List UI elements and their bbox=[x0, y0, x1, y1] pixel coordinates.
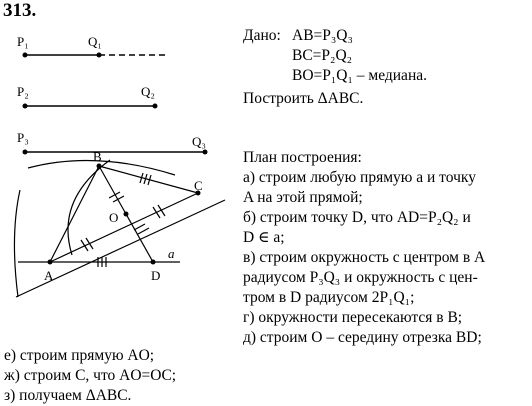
arc-left bbox=[14, 190, 20, 297]
given-task: Построить ΔABC. bbox=[243, 90, 364, 107]
segment-p3q3 bbox=[17, 130, 208, 155]
plan-step-5: в) строим окружность с центром в A bbox=[243, 249, 486, 266]
label-p3: P₃ bbox=[17, 130, 29, 145]
label-a: A bbox=[44, 268, 54, 283]
label-b: B bbox=[93, 149, 102, 164]
construction-points bbox=[44, 149, 203, 283]
label-q1: Q₁ bbox=[88, 34, 102, 49]
given-line-1: AB=P₃Q₃ bbox=[292, 27, 353, 44]
side-ac bbox=[50, 193, 198, 262]
segment-p1q1 bbox=[17, 34, 168, 58]
side-bc bbox=[99, 166, 198, 193]
label-q2: Q₂ bbox=[141, 84, 155, 99]
given-lead: Дано: bbox=[243, 27, 281, 44]
plan-step-8: г) окружности пересекаются в B; bbox=[243, 309, 463, 326]
label-q3: Q₃ bbox=[192, 134, 206, 149]
label-c: C bbox=[194, 178, 203, 193]
plan-step-2: A на этой прямой; bbox=[243, 189, 363, 206]
plan-step-6: радиусом P₃Q₃ и окружность с цен- bbox=[243, 269, 478, 286]
label-p2: P₂ bbox=[17, 84, 29, 99]
given-line-2: BC=P₂Q₂ bbox=[292, 47, 353, 64]
plan-step-3: б) строим точку D, что AD=P₂Q₂ и bbox=[243, 209, 471, 226]
label-d: D bbox=[151, 268, 161, 283]
given-line-3: BO=P₁Q₁ – медиана. bbox=[292, 67, 427, 84]
plan-step-1: а) строим любую прямую a и точку bbox=[243, 169, 476, 186]
plan-step-z: з) получаем ΔABC. bbox=[4, 387, 132, 404]
label-o: O bbox=[109, 210, 119, 225]
plan-heading: План построения: bbox=[243, 149, 362, 166]
label-p1: P₁ bbox=[17, 34, 29, 49]
plan-step-9: д) строим O – середину отрезка BD; bbox=[243, 329, 482, 346]
plan-step-zh: ж) строим C, что AO=OC; bbox=[4, 367, 177, 384]
segment-p2q2 bbox=[17, 84, 158, 109]
plan-step-e: е) строим прямую AO; bbox=[4, 347, 155, 364]
label-line-a: a bbox=[168, 246, 175, 261]
problem-number: 313. bbox=[3, 0, 37, 21]
plan-step-4: D ∈ a; bbox=[243, 229, 285, 246]
plan-step-7: тром в D радиусом 2P₁Q₁; bbox=[243, 289, 415, 306]
